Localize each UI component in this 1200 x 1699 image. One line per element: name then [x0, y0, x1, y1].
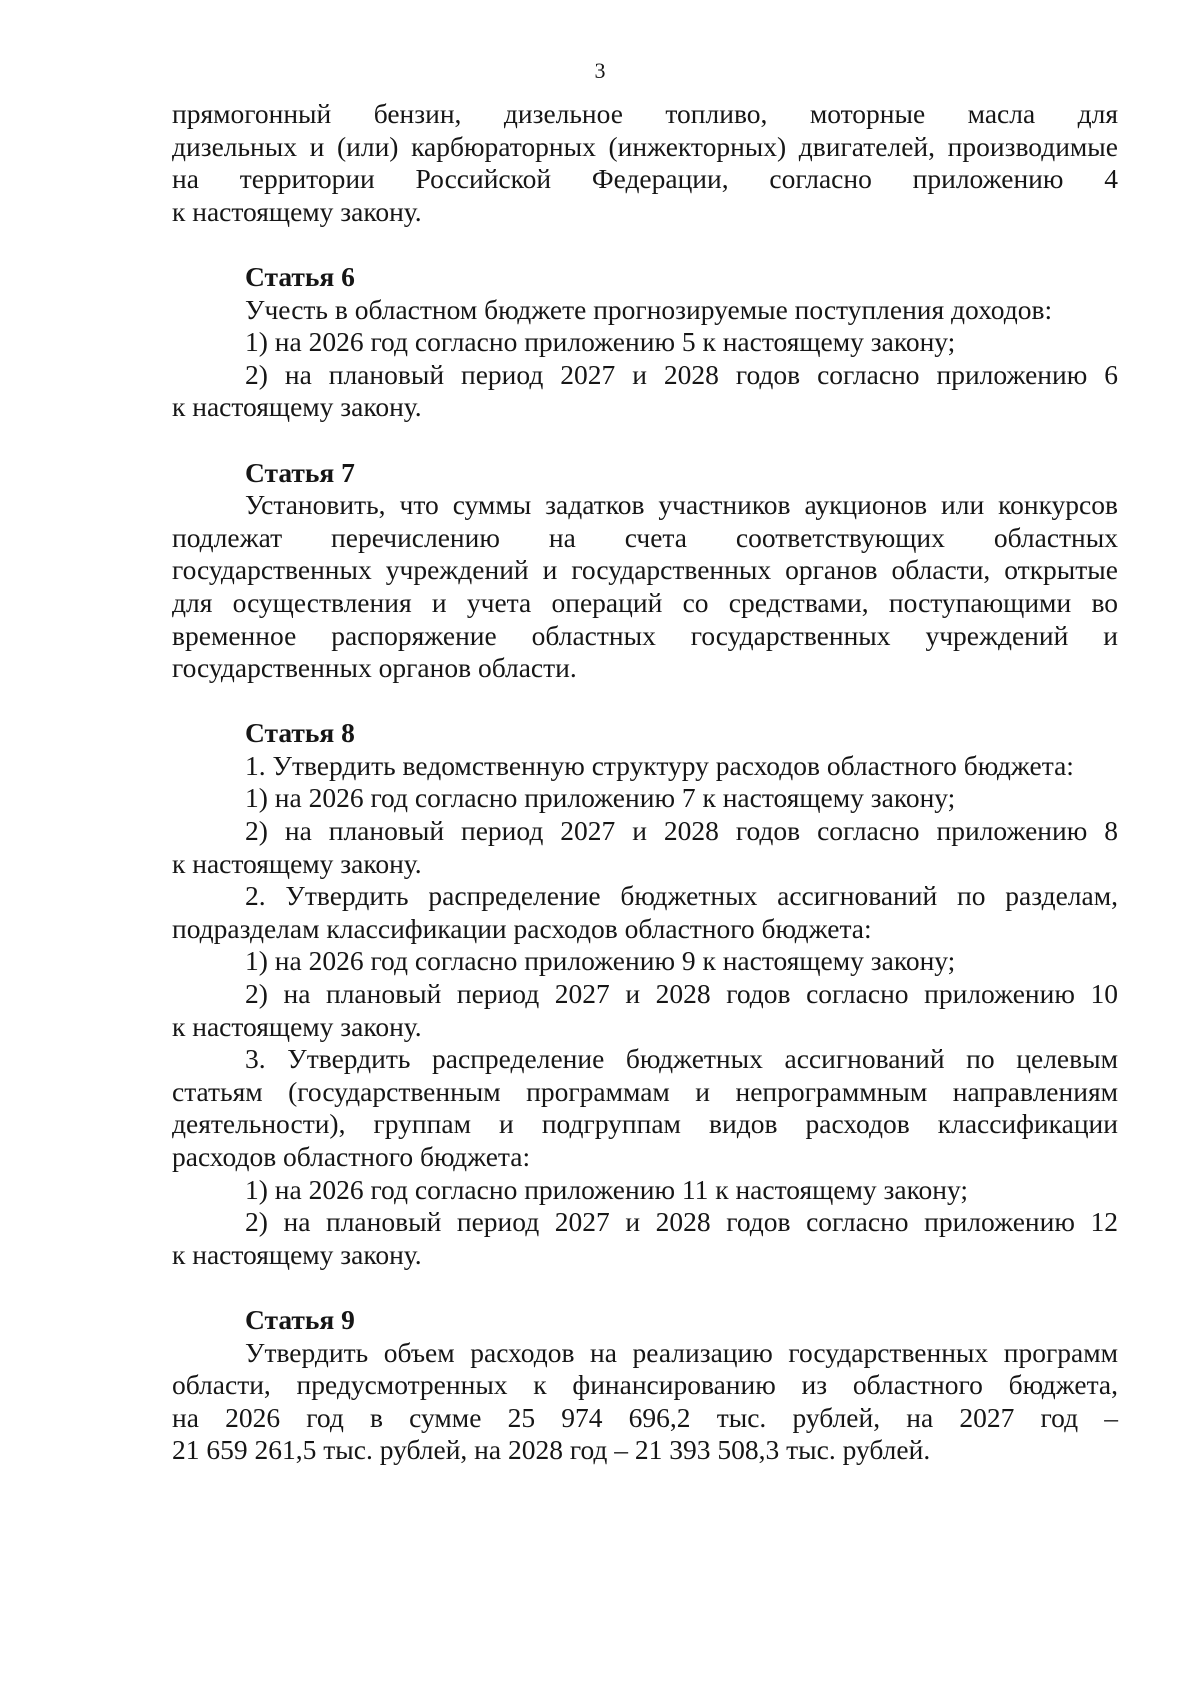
article-8-part-2-item-2-cont: к настоящему закону. — [172, 1010, 422, 1042]
article-8-title: Статья 8 — [245, 717, 355, 749]
article-8-part-1-head: 1. Утвердить ведомственную структуру расходов областного бюджета: — [245, 749, 1074, 781]
article-8 — [172, 717, 1118, 1271]
page-number: 3 — [594, 58, 606, 83]
article-9 — [172, 1304, 1118, 1467]
article-7 — [172, 457, 1118, 685]
article-9-line: области, предусмотренных к финансированию из областного бюджета, — [172, 1369, 1118, 1401]
article-7-line: Установить, что суммы задатков участников аукционов или конкурсов — [245, 489, 1118, 521]
article-8-part-3-item-1: 1) на 2026 год согласно приложению 11 к настоящему закону; — [245, 1173, 969, 1205]
article-6-item-1: 1) на 2026 год согласно приложению 5 к настоящему закону; — [245, 326, 956, 358]
article-7-line: для осуществления и учета операций со средствами, поступающими во — [172, 586, 1118, 618]
article-6 — [172, 261, 1118, 424]
article-8-part-3-item-2: 2) на плановый период 2027 и 2028 годов согласно приложению 12 — [245, 1206, 1118, 1238]
article-8-part-2-head: 2. Утвердить распределение бюджетных ассигнований по разделам, — [245, 880, 1118, 912]
intro-line: дизельных и (или) карбюраторных (инжекторных) двигателей, производимые — [172, 130, 1118, 162]
article-6-item-2-cont: к настоящему закону. — [172, 391, 422, 423]
article-6-title: Статья 6 — [245, 260, 355, 292]
article-7-title: Статья 7 — [245, 456, 355, 488]
article-8-part-1-item-1: 1) на 2026 год согласно приложению 7 к настоящему закону; — [245, 782, 956, 814]
article-9-line: 21 659 261,5 тыс. рублей, на 2028 год – 21 393 508,3 тыс. рублей. — [172, 1434, 931, 1466]
article-8-part-3-head-cont: статьям (государственным программам и непрограммным направлениям — [172, 1075, 1118, 1107]
article-9-title: Статья 9 — [245, 1303, 355, 1335]
intro-line: к настоящему закону. — [172, 195, 422, 227]
article-6-text: Учесть в областном бюджете прогнозируемые поступления доходов: — [245, 293, 1053, 325]
article-8-part-3-item-2-cont: к настоящему закону. — [172, 1238, 422, 1270]
intro-paragraph — [172, 98, 1118, 228]
article-8-part-3-head: 3. Утвердить распределение бюджетных ассигнований по целевым — [245, 1043, 1118, 1075]
article-7-line: подлежат перечислению на счета соответствующих областных — [172, 521, 1118, 553]
article-7-line: государственных учреждений и государственных органов области, открытые — [172, 554, 1118, 586]
article-8-part-1-item-2-cont: к настоящему закону. — [172, 847, 422, 879]
article-8-part-2-item-1: 1) на 2026 год согласно приложению 9 к настоящему закону; — [245, 945, 956, 977]
article-8-part-1-item-2: 2) на плановый период 2027 и 2028 годов согласно приложению 8 — [245, 815, 1118, 847]
article-8-part-2-item-2: 2) на плановый период 2027 и 2028 годов согласно приложению 10 — [245, 978, 1118, 1010]
intro-line: на территории Российской Федерации, согласно приложению 4 — [172, 163, 1118, 195]
article-9-line: на 2026 год в сумме 25 974 696,2 тыс. рублей, на 2027 год – — [172, 1401, 1118, 1433]
document-body — [172, 98, 1118, 1467]
article-6-item-2: 2) на плановый период 2027 и 2028 годов согласно приложению 6 — [245, 358, 1118, 390]
article-7-line: государственных органов области. — [172, 652, 577, 684]
article-8-part-3-head-cont: расходов областного бюджета: — [172, 1141, 531, 1172]
article-7-line: временное распоряжение областных государственных учреждений и — [172, 619, 1118, 651]
article-8-part-2-head-cont: подразделам классификации расходов областного бюджета: — [172, 912, 872, 944]
article-8-part-3-head-cont: деятельности), группам и подгруппам видов расходов классификации — [172, 1108, 1118, 1140]
article-9-line: Утвердить объем расходов на реализацию государственных программ — [245, 1336, 1118, 1368]
intro-line: прямогонный бензин, дизельное топливо, моторные масла для — [172, 98, 1118, 129]
